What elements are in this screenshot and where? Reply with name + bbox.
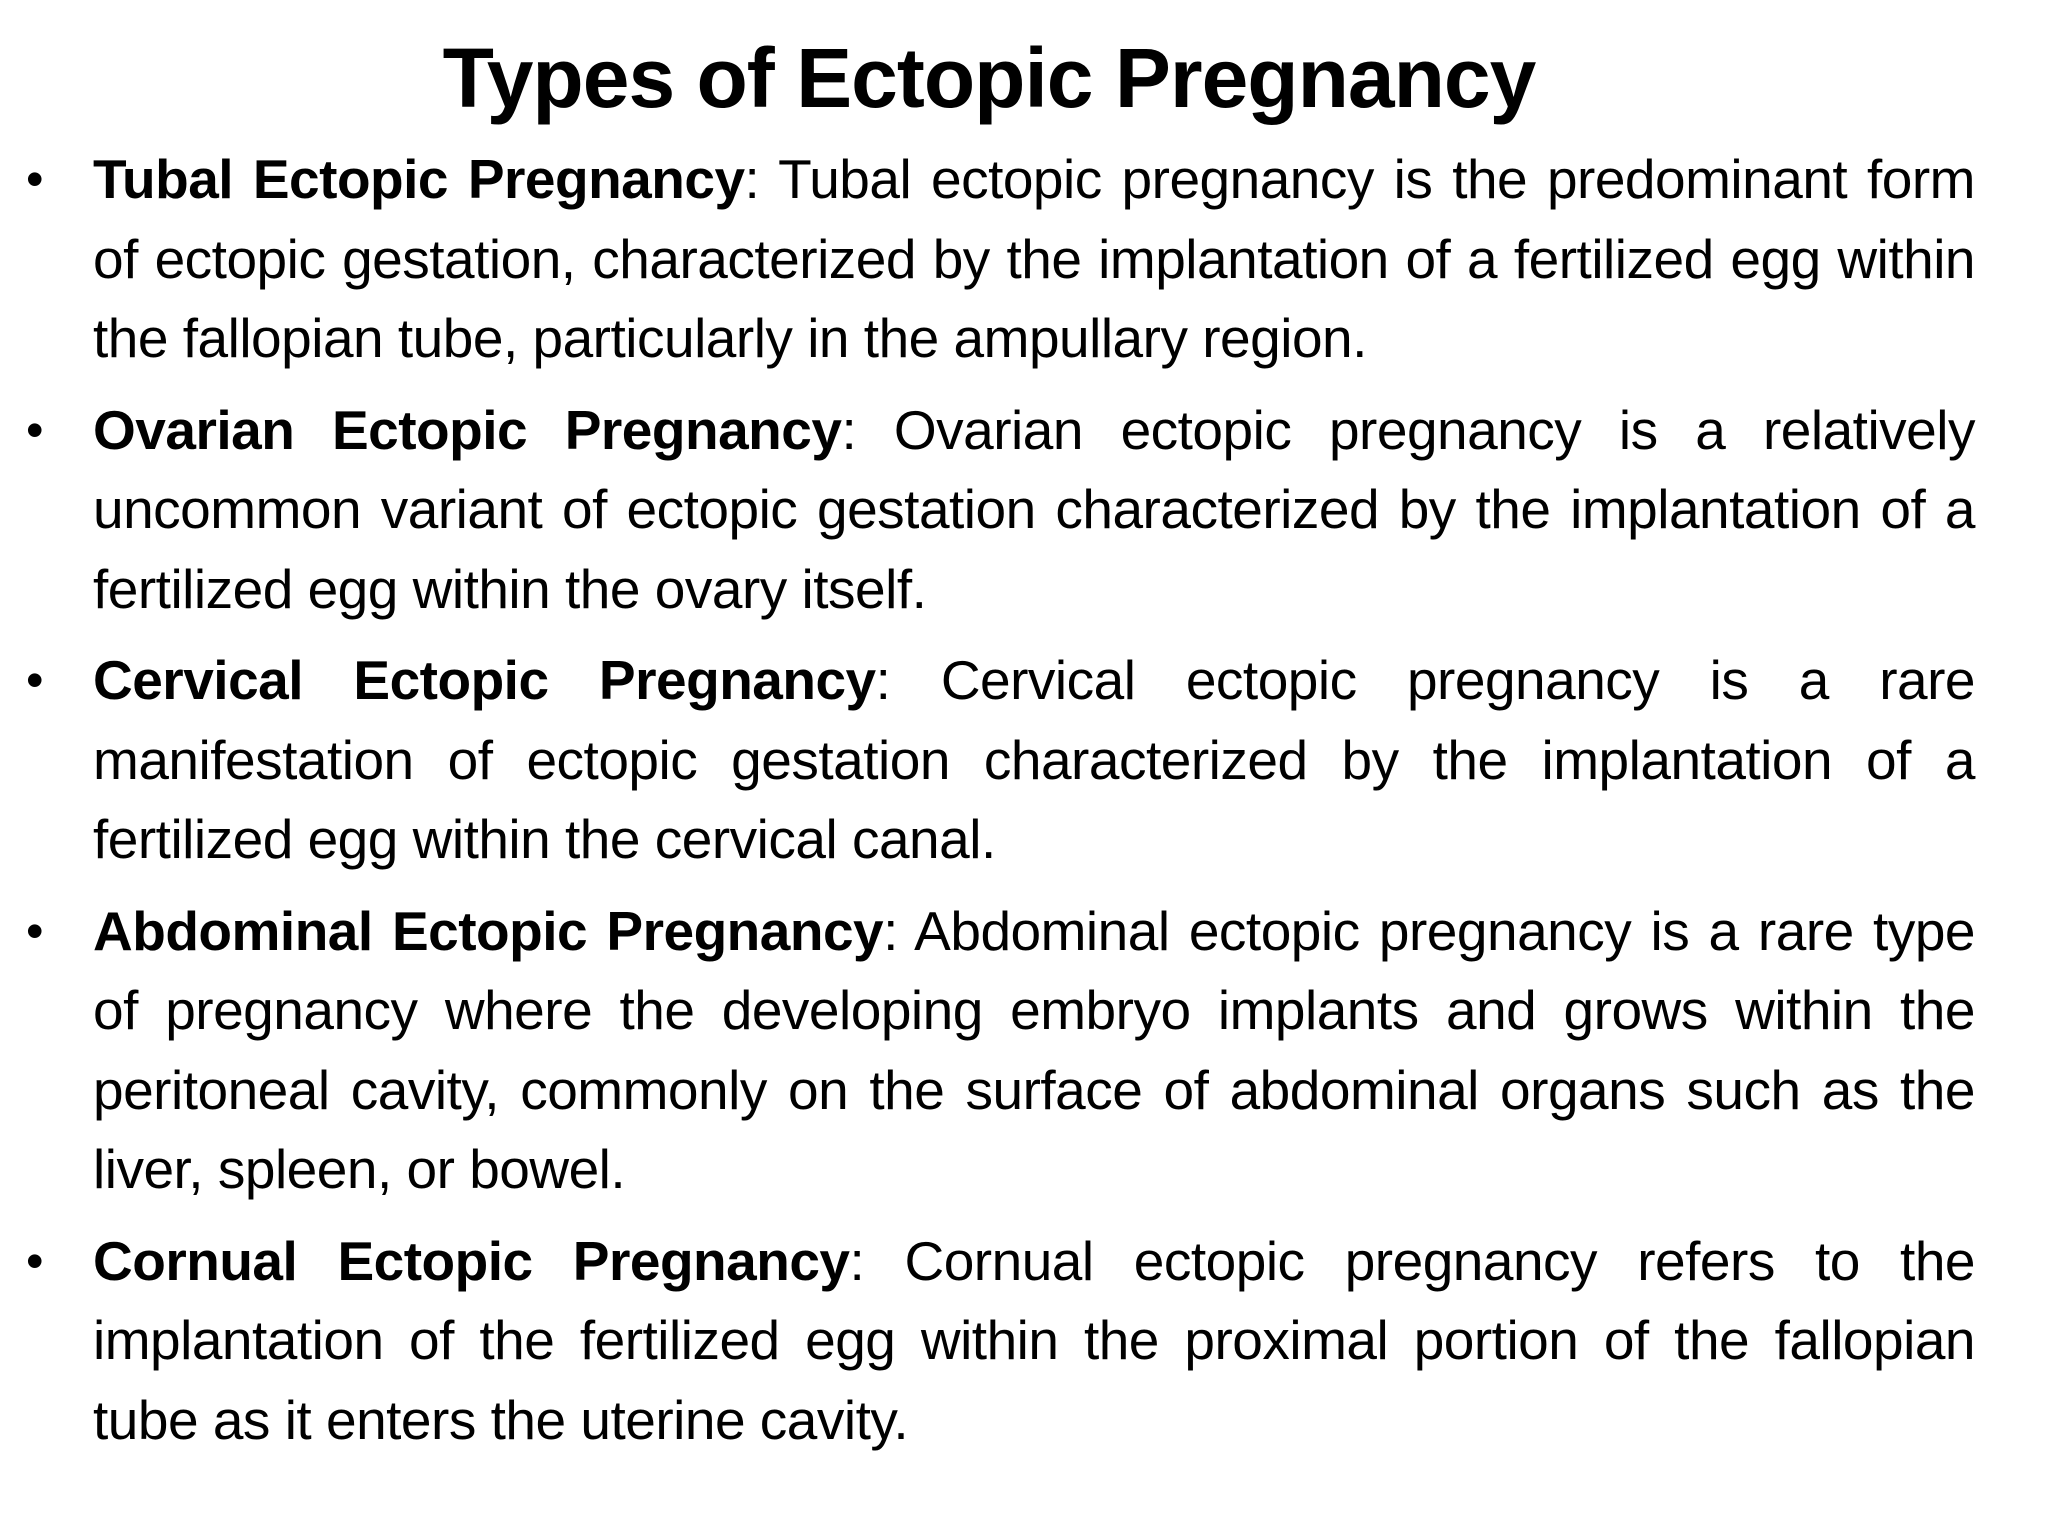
bullet-icon: • — [26, 151, 44, 207]
item-term: Cornual Ectopic Pregnancy — [93, 1229, 850, 1292]
list-item — [0, 140, 1975, 379]
item-separator: : — [744, 148, 779, 210]
item-description: Abdominal ectopic pregnancy is a rare type of pregnancy where the developing embryo implants and grows within the peritoneal cavity, commonly on the surface of abdominal organs such as the liver, spleen, or bowel. — [93, 899, 1975, 1200]
item-separator: : — [849, 1229, 905, 1292]
item-description: Cornual ectopic pregnancy refers to the implantation of the fertilized egg within the proximal portion of the fallopian tube as it enters the uterine cavity. — [93, 1229, 1975, 1451]
list-item — [0, 1222, 1975, 1461]
item-term: Tubal Ectopic Pregnancy — [93, 148, 745, 210]
item-separator: : — [883, 899, 915, 962]
list-item — [0, 391, 1975, 630]
bullet-icon: • — [26, 902, 44, 959]
list-item — [0, 641, 1975, 880]
item-description: Cervical ectopic pregnancy is a rare manifestation of ectopic gestation characterized by the implantation of a fertilized egg within the cervical canal. — [93, 649, 1976, 870]
bullet-icon: • — [26, 1232, 44, 1289]
item-description: Ovarian ectopic pregnancy is a relatively uncommon variant of ectopic gestation characterized by the implantation of a fertilized egg within the ovary itself. — [93, 398, 1975, 620]
item-term: Abdominal Ectopic Pregnancy — [93, 899, 884, 962]
item-separator: : — [841, 398, 894, 461]
slide-title: Types of Ectopic Pregnancy — [442, 31, 1536, 125]
bullet-icon: • — [26, 652, 44, 708]
bullet-list — [0, 140, 2048, 1472]
item-description: Tubal ectopic pregnancy is the predominant form of ectopic gestation, characterized by the implantation of a fertilized egg within the fallopian tube, particularly in the ampullary region. — [93, 148, 1975, 369]
item-term: Cervical Ectopic Pregnancy — [93, 649, 876, 711]
list-item — [0, 892, 1975, 1210]
bullet-icon: • — [26, 401, 44, 458]
item-term: Ovarian Ectopic Pregnancy — [93, 398, 842, 461]
item-separator: : — [875, 649, 941, 711]
